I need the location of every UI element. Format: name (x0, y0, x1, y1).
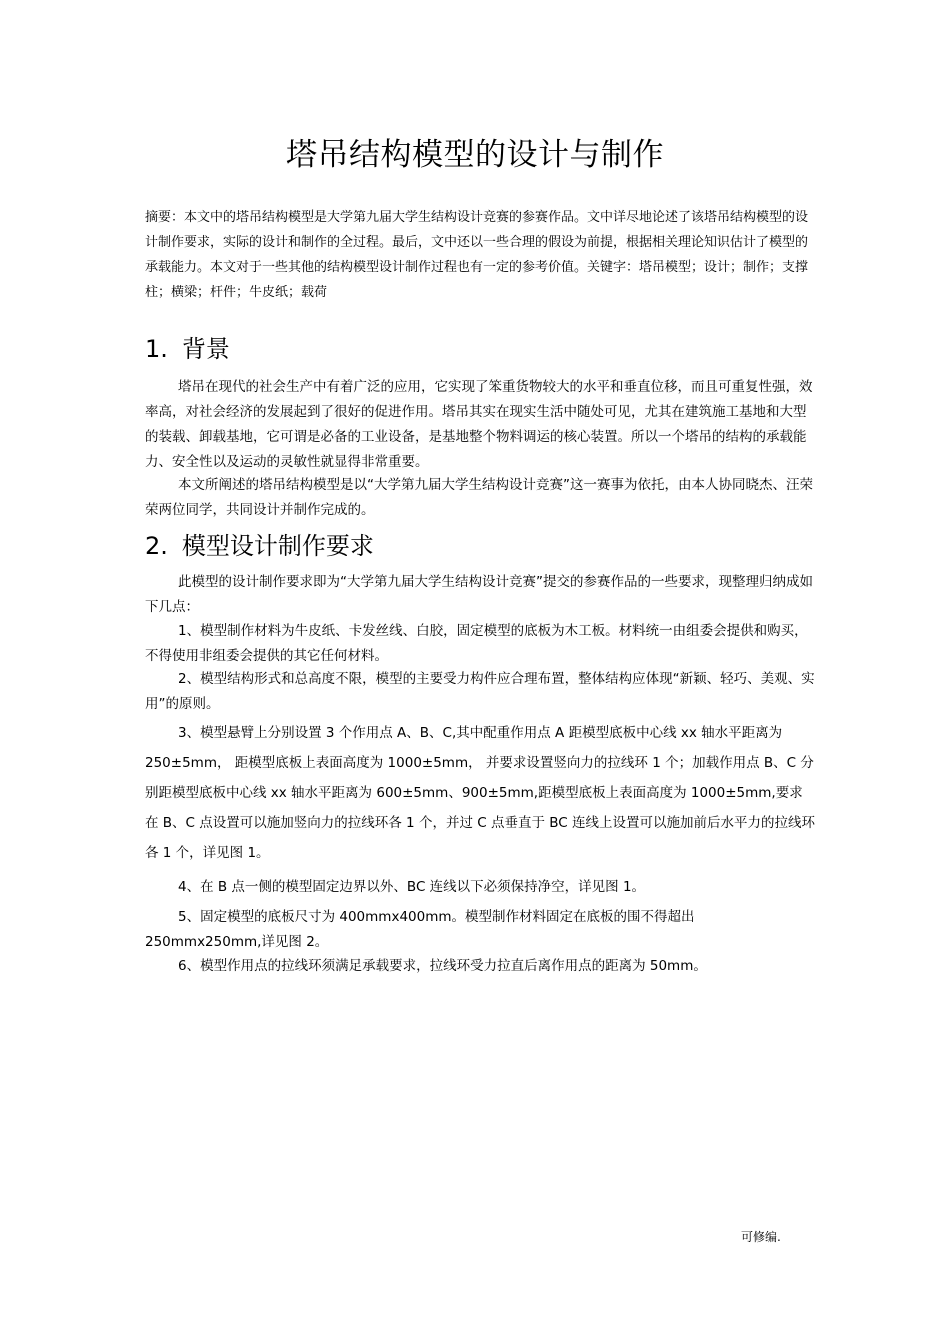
section-title: 模型设计制作要求 (181, 532, 374, 560)
footer-note: 可修编. (741, 1230, 781, 1244)
section-number: 1. (145, 335, 168, 363)
section-title: 背景 (181, 335, 230, 363)
section-heading-requirements (145, 526, 374, 561)
requirement-item-1: 1、模型制作材料为牛皮纸、卡发丝线、白胶，固定模型的底板为木工板。材料统一由组委会提供和购买，不得使用非组委会提供的其它任何材料。 (145, 623, 808, 664)
document-title: 塔吊结构模型的设计与制作 (286, 136, 664, 173)
requirement-item-5: 5、固定模型的底板尺寸为 400mmx400mm。模型制作材料固定在底板的围不得超出 250mmx250mm,详见图 2。 (145, 909, 695, 950)
section-number: 2. (145, 532, 168, 560)
abstract-paragraph: 摘要：本文中的塔吊结构模型是大学第九届大学生结构设计竞赛的参赛作品。文中详尽地论述了该塔吊结构模型的设计制作要求，实际的设计和制作的全过程。最后，文中还以一些合理的假设为前提，根据相关理论知识估计了模型的承载能力。本文对于一些其他的结构模型设计制作过程也有一定的参考价值。关键字：塔吊模型；设计；制作；支撑柱；横梁；杆件；牛皮纸；载荷 (145, 210, 809, 300)
requirement-item-3: 3、模型悬臂上分别设置 3 个作用点 A、B、C,其中配重作用点 A 距模型底板中心线 xx 轴水平距离为 250±5mm， 距模型底板上表面高度为 1000±5mm， 并要求设置竖向力的拉线环 1 个；加载作用点 B、C 分别距模型底板中心线 xx 轴水平距离为 600±5mm、900±5mm,距模型底板上表面高度为 1000±5mm,要求在 B、C 点设置可以施加竖向力的拉线环各 1 个，并过 C 点垂直于 BC 连线上设置可以施加前后水平力的拉线环各 1 个，详见图 1。 (145, 725, 815, 861)
requirement-item-2: 2、模型结构形式和总高度不限，模型的主要受力构件应合理布置，整体结构应体现“新颖、轻巧、美观、实用”的原则。 (145, 671, 815, 712)
requirement-item-6: 6、模型作用点的拉线环须满足承载要求，拉线环受力拉直后离作用点的距离为 50mm。 (178, 958, 707, 974)
background-paragraph-2: 本文所阐述的塔吊结构模型是以“大学第九届大学生结构设计竞赛”这一赛事为依托，由本人协同晓杰、汪荣荣两位同学，共同设计并制作完成的。 (145, 477, 813, 518)
section-heading-background (145, 329, 230, 364)
background-paragraph-1: 塔吊在现代的社会生产中有着广泛的应用，它实现了笨重货物较大的水平和垂直位移，而且可重复性强，效率高，对社会经济的发展起到了很好的促进作用。塔吊其实在现实生活中随处可见，尤其在建筑施工基地和大型的装载、卸载基地，它可谓是必备的工业设备，是基地整个物料调运的核心装置。所以一个塔吊的结构的承载能力、安全性以及运动的灵敏性就显得非常重要。 (145, 379, 813, 470)
requirements-intro: 此模型的设计制作要求即为“大学第九届大学生结构设计竞赛”提交的参赛作品的一些要求，现整理归纳成如下几点： (145, 574, 813, 615)
requirement-item-4: 4、在 B 点一侧的模型固定边界以外、BC 连线以下必须保持净空，详见图 1。 (178, 879, 646, 895)
